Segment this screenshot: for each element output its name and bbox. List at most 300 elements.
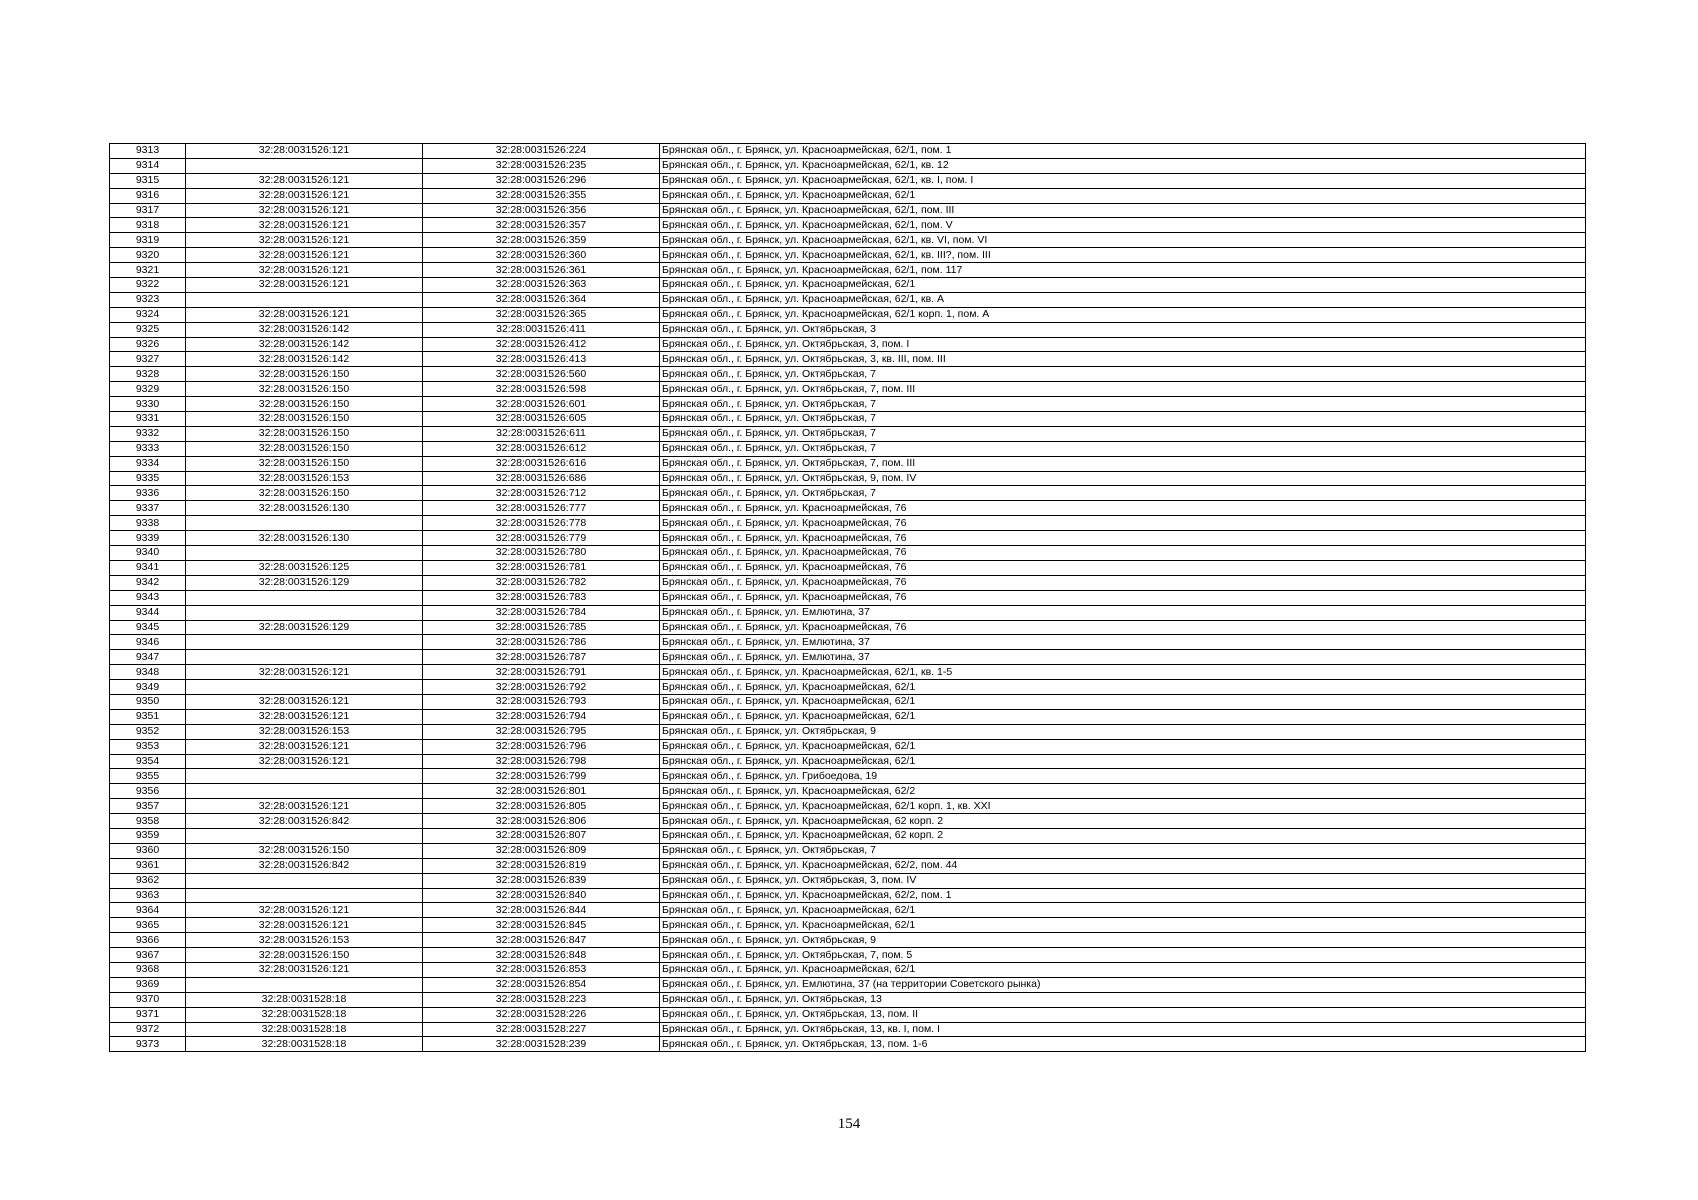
parcel-cadastral-number-cell	[186, 158, 423, 173]
table-row	[110, 590, 1586, 605]
object-cadastral-number-cell: 32:28:0031526:235	[423, 158, 660, 173]
parcel-cadastral-number-cell: 32:28:0031526:125	[186, 560, 423, 575]
row-number-cell: 9372	[110, 1022, 186, 1037]
address-cell: Брянская обл., г. Брянск, ул. Октябрьская, 7	[660, 367, 1586, 382]
row-number-cell: 9319	[110, 233, 186, 248]
row-number-cell: 9326	[110, 337, 186, 352]
object-cadastral-number-cell: 32:28:0031526:355	[423, 188, 660, 203]
parcel-cadastral-number-cell: 32:28:0031526:121	[186, 173, 423, 188]
table-row	[110, 367, 1586, 382]
table-row	[110, 784, 1586, 799]
object-cadastral-number-cell: 32:28:0031526:787	[423, 650, 660, 665]
parcel-cadastral-number-cell: 32:28:0031526:121	[186, 233, 423, 248]
row-number-cell: 9343	[110, 590, 186, 605]
row-number-cell: 9357	[110, 799, 186, 814]
parcel-cadastral-number-cell	[186, 292, 423, 307]
parcel-cadastral-number-cell: 32:28:0031526:150	[186, 412, 423, 427]
address-cell: Брянская обл., г. Брянск, ул. Октябрьская, 7	[660, 843, 1586, 858]
object-cadastral-number-cell: 32:28:0031526:777	[423, 501, 660, 516]
object-cadastral-number-cell: 32:28:0031526:839	[423, 873, 660, 888]
parcel-cadastral-number-cell: 32:28:0031526:121	[186, 144, 423, 159]
object-cadastral-number-cell: 32:28:0031526:786	[423, 635, 660, 650]
parcel-cadastral-number-cell: 32:28:0031526:121	[186, 278, 423, 293]
address-cell: Брянская обл., г. Брянск, ул. Красноармейская, 76	[660, 575, 1586, 590]
address-cell: Брянская обл., г. Брянск, ул. Красноармейская, 62/1, пом. 117	[660, 263, 1586, 278]
address-cell: Брянская обл., г. Брянск, ул. Октябрьская, 7	[660, 426, 1586, 441]
table-row	[110, 278, 1586, 293]
table-row	[110, 531, 1586, 546]
row-number-cell: 9317	[110, 203, 186, 218]
table-row	[110, 918, 1586, 933]
table-row	[110, 382, 1586, 397]
table-row	[110, 828, 1586, 843]
parcel-cadastral-number-cell: 32:28:0031526:142	[186, 337, 423, 352]
address-cell: Брянская обл., г. Брянск, ул. Красноармейская, 76	[660, 546, 1586, 561]
address-cell: Брянская обл., г. Брянск, ул. Октябрьская, 7, пом. III	[660, 382, 1586, 397]
table-row	[110, 144, 1586, 159]
table-row	[110, 173, 1586, 188]
row-number-cell: 9345	[110, 620, 186, 635]
address-cell: Брянская обл., г. Брянск, ул. Октябрьская, 13, пом. II	[660, 1007, 1586, 1022]
parcel-cadastral-number-cell: 32:28:0031526:121	[186, 694, 423, 709]
parcel-cadastral-number-cell: 32:28:0031526:121	[186, 754, 423, 769]
parcel-cadastral-number-cell: 32:28:0031526:121	[186, 263, 423, 278]
table-row	[110, 709, 1586, 724]
row-number-cell: 9320	[110, 248, 186, 263]
table-row	[110, 560, 1586, 575]
parcel-cadastral-number-cell	[186, 977, 423, 992]
row-number-cell: 9328	[110, 367, 186, 382]
address-cell: Брянская обл., г. Брянск, ул. Красноармейская, 62/2, пом. 44	[660, 858, 1586, 873]
table-row	[110, 620, 1586, 635]
parcel-cadastral-number-cell: 32:28:0031526:150	[186, 397, 423, 412]
address-cell: Брянская обл., г. Брянск, ул. Красноармейская, 62/1, кв. I, пом. I	[660, 173, 1586, 188]
row-number-cell: 9329	[110, 382, 186, 397]
parcel-cadastral-number-cell: 32:28:0031526:153	[186, 933, 423, 948]
parcel-cadastral-number-cell: 32:28:0031526:150	[186, 843, 423, 858]
object-cadastral-number-cell: 32:28:0031526:780	[423, 546, 660, 561]
parcel-cadastral-number-cell: 32:28:0031526:121	[186, 918, 423, 933]
table-row	[110, 158, 1586, 173]
row-number-cell: 9340	[110, 546, 186, 561]
table-row	[110, 799, 1586, 814]
parcel-cadastral-number-cell	[186, 635, 423, 650]
row-number-cell: 9339	[110, 531, 186, 546]
address-cell: Брянская обл., г. Брянск, ул. Красноармейская, 62 корп. 2	[660, 828, 1586, 843]
row-number-cell: 9335	[110, 471, 186, 486]
address-cell: Брянская обл., г. Брянск, ул. Октябрьская, 7, пом. III	[660, 456, 1586, 471]
address-cell: Брянская обл., г. Брянск, ул. Красноармейская, 62/1, кв. А	[660, 292, 1586, 307]
row-number-cell: 9348	[110, 665, 186, 680]
address-cell: Брянская обл., г. Брянск, ул. Красноармейская, 62/1	[660, 754, 1586, 769]
object-cadastral-number-cell: 32:28:0031528:239	[423, 1037, 660, 1052]
table-row	[110, 933, 1586, 948]
object-cadastral-number-cell: 32:28:0031526:807	[423, 828, 660, 843]
object-cadastral-number-cell: 32:28:0031526:783	[423, 590, 660, 605]
row-number-cell: 9349	[110, 680, 186, 695]
object-cadastral-number-cell: 32:28:0031526:779	[423, 531, 660, 546]
parcel-cadastral-number-cell: 32:28:0031528:18	[186, 1022, 423, 1037]
parcel-cadastral-number-cell: 32:28:0031526:150	[186, 486, 423, 501]
table-row	[110, 352, 1586, 367]
row-number-cell: 9327	[110, 352, 186, 367]
register-table-body	[110, 144, 1586, 1052]
object-cadastral-number-cell: 32:28:0031526:359	[423, 233, 660, 248]
address-cell: Брянская обл., г. Брянск, ул. Красноармейская, 76	[660, 620, 1586, 635]
table-row	[110, 754, 1586, 769]
address-cell: Брянская обл., г. Брянск, ул. Красноармейская, 62/1, кв. III?, пом. III	[660, 248, 1586, 263]
object-cadastral-number-cell: 32:28:0031528:226	[423, 1007, 660, 1022]
address-cell: Брянская обл., г. Брянск, ул. Октябрьская, 9, пом. IV	[660, 471, 1586, 486]
row-number-cell: 9356	[110, 784, 186, 799]
address-cell: Брянская обл., г. Брянск, ул. Красноармейская, 76	[660, 501, 1586, 516]
address-cell: Брянская обл., г. Брянск, ул. Октябрьская, 7	[660, 397, 1586, 412]
object-cadastral-number-cell: 32:28:0031526:795	[423, 724, 660, 739]
parcel-cadastral-number-cell: 32:28:0031526:130	[186, 501, 423, 516]
parcel-cadastral-number-cell: 32:28:0031528:18	[186, 992, 423, 1007]
parcel-cadastral-number-cell: 32:28:0031526:121	[186, 218, 423, 233]
row-number-cell: 9331	[110, 412, 186, 427]
parcel-cadastral-number-cell: 32:28:0031526:130	[186, 531, 423, 546]
address-cell: Брянская обл., г. Брянск, ул. Красноармейская, 62/1	[660, 680, 1586, 695]
address-cell: Брянская обл., г. Брянск, ул. Октябрьская, 9	[660, 933, 1586, 948]
address-cell: Брянская обл., г. Брянск, ул. Красноармейская, 62/2	[660, 784, 1586, 799]
address-cell: Брянская обл., г. Брянск, ул. Красноармейская, 62/1	[660, 694, 1586, 709]
row-number-cell: 9313	[110, 144, 186, 159]
object-cadastral-number-cell: 32:28:0031526:411	[423, 322, 660, 337]
table-row	[110, 218, 1586, 233]
parcel-cadastral-number-cell: 32:28:0031526:153	[186, 471, 423, 486]
row-number-cell: 9314	[110, 158, 186, 173]
table-row	[110, 665, 1586, 680]
object-cadastral-number-cell: 32:28:0031526:794	[423, 709, 660, 724]
object-cadastral-number-cell: 32:28:0031528:223	[423, 992, 660, 1007]
address-cell: Брянская обл., г. Брянск, ул. Грибоедова, 19	[660, 769, 1586, 784]
address-cell: Брянская обл., г. Брянск, ул. Красноармейская, 62/1 корп. 1, кв. XXI	[660, 799, 1586, 814]
row-number-cell: 9334	[110, 456, 186, 471]
object-cadastral-number-cell: 32:28:0031526:793	[423, 694, 660, 709]
table-row	[110, 233, 1586, 248]
object-cadastral-number-cell: 32:28:0031526:363	[423, 278, 660, 293]
row-number-cell: 9369	[110, 977, 186, 992]
parcel-cadastral-number-cell: 32:28:0031526:121	[186, 203, 423, 218]
table-row	[110, 992, 1586, 1007]
row-number-cell: 9363	[110, 888, 186, 903]
parcel-cadastral-number-cell: 32:28:0031526:121	[186, 903, 423, 918]
row-number-cell: 9350	[110, 694, 186, 709]
parcel-cadastral-number-cell	[186, 784, 423, 799]
address-cell: Брянская обл., г. Брянск, ул. Красноармейская, 76	[660, 590, 1586, 605]
object-cadastral-number-cell: 32:28:0031526:796	[423, 739, 660, 754]
row-number-cell: 9321	[110, 263, 186, 278]
address-cell: Брянская обл., г. Брянск, ул. Красноармейская, 62/1	[660, 903, 1586, 918]
table-row	[110, 486, 1586, 501]
table-row	[110, 858, 1586, 873]
parcel-cadastral-number-cell	[186, 873, 423, 888]
parcel-cadastral-number-cell: 32:28:0031526:121	[186, 739, 423, 754]
address-cell: Брянская обл., г. Брянск, ул. Октябрьская, 9	[660, 724, 1586, 739]
row-number-cell: 9365	[110, 918, 186, 933]
address-cell: Брянская обл., г. Брянск, ул. Красноармейская, 76	[660, 560, 1586, 575]
row-number-cell: 9362	[110, 873, 186, 888]
object-cadastral-number-cell: 32:28:0031526:854	[423, 977, 660, 992]
parcel-cadastral-number-cell	[186, 888, 423, 903]
object-cadastral-number-cell: 32:28:0031526:413	[423, 352, 660, 367]
object-cadastral-number-cell: 32:28:0031526:601	[423, 397, 660, 412]
parcel-cadastral-number-cell: 32:28:0031528:18	[186, 1037, 423, 1052]
table-row	[110, 903, 1586, 918]
row-number-cell: 9370	[110, 992, 186, 1007]
parcel-cadastral-number-cell: 32:28:0031526:121	[186, 307, 423, 322]
object-cadastral-number-cell: 32:28:0031526:806	[423, 814, 660, 829]
address-cell: Брянская обл., г. Брянск, ул. Емлютина, 37	[660, 635, 1586, 650]
parcel-cadastral-number-cell: 32:28:0031526:121	[186, 665, 423, 680]
row-number-cell: 9322	[110, 278, 186, 293]
parcel-cadastral-number-cell: 32:28:0031526:129	[186, 620, 423, 635]
table-row	[110, 635, 1586, 650]
object-cadastral-number-cell: 32:28:0031526:785	[423, 620, 660, 635]
parcel-cadastral-number-cell: 32:28:0031526:142	[186, 322, 423, 337]
row-number-cell: 9355	[110, 769, 186, 784]
parcel-cadastral-number-cell: 32:28:0031526:121	[186, 188, 423, 203]
row-number-cell: 9371	[110, 1007, 186, 1022]
object-cadastral-number-cell: 32:28:0031526:847	[423, 933, 660, 948]
table-row	[110, 873, 1586, 888]
parcel-cadastral-number-cell: 32:28:0031526:121	[186, 799, 423, 814]
object-cadastral-number-cell: 32:28:0031526:611	[423, 426, 660, 441]
table-row	[110, 769, 1586, 784]
object-cadastral-number-cell: 32:28:0031526:781	[423, 560, 660, 575]
object-cadastral-number-cell: 32:28:0031526:412	[423, 337, 660, 352]
table-row	[110, 739, 1586, 754]
object-cadastral-number-cell: 32:28:0031526:848	[423, 948, 660, 963]
row-number-cell: 9368	[110, 962, 186, 977]
address-cell: Брянская обл., г. Брянск, ул. Октябрьская, 3	[660, 322, 1586, 337]
parcel-cadastral-number-cell	[186, 516, 423, 531]
table-row	[110, 680, 1586, 695]
parcel-cadastral-number-cell	[186, 650, 423, 665]
parcel-cadastral-number-cell	[186, 590, 423, 605]
object-cadastral-number-cell: 32:28:0031526:560	[423, 367, 660, 382]
parcel-cadastral-number-cell: 32:28:0031526:842	[186, 814, 423, 829]
address-cell: Брянская обл., г. Брянск, ул. Октябрьская, 3, пом. IV	[660, 873, 1586, 888]
address-cell: Брянская обл., г. Брянск, ул. Красноармейская, 62/1	[660, 278, 1586, 293]
object-cadastral-number-cell: 32:28:0031526:365	[423, 307, 660, 322]
object-cadastral-number-cell: 32:28:0031526:799	[423, 769, 660, 784]
object-cadastral-number-cell: 32:28:0031526:840	[423, 888, 660, 903]
address-cell: Брянская обл., г. Брянск, ул. Красноармейская, 62/1	[660, 188, 1586, 203]
object-cadastral-number-cell: 32:28:0031526:296	[423, 173, 660, 188]
row-number-cell: 9364	[110, 903, 186, 918]
table-row	[110, 337, 1586, 352]
object-cadastral-number-cell: 32:28:0031526:616	[423, 456, 660, 471]
row-number-cell: 9332	[110, 426, 186, 441]
address-cell: Брянская обл., г. Брянск, ул. Октябрьская, 13, пом. 1-6	[660, 1037, 1586, 1052]
row-number-cell: 9361	[110, 858, 186, 873]
address-cell: Брянская обл., г. Брянск, ул. Красноармейская, 62/1	[660, 918, 1586, 933]
object-cadastral-number-cell: 32:28:0031526:853	[423, 962, 660, 977]
row-number-cell: 9342	[110, 575, 186, 590]
table-row	[110, 843, 1586, 858]
address-cell: Брянская обл., г. Брянск, ул. Октябрьская, 7	[660, 441, 1586, 456]
parcel-cadastral-number-cell: 32:28:0031526:150	[186, 456, 423, 471]
table-row	[110, 546, 1586, 561]
parcel-cadastral-number-cell	[186, 605, 423, 620]
address-cell: Брянская обл., г. Брянск, ул. Красноармейская, 62/1	[660, 739, 1586, 754]
parcel-cadastral-number-cell: 32:28:0031526:121	[186, 248, 423, 263]
parcel-cadastral-number-cell: 32:28:0031526:842	[186, 858, 423, 873]
row-number-cell: 9358	[110, 814, 186, 829]
row-number-cell: 9373	[110, 1037, 186, 1052]
row-number-cell: 9354	[110, 754, 186, 769]
object-cadastral-number-cell: 32:28:0031526:356	[423, 203, 660, 218]
table-row	[110, 188, 1586, 203]
object-cadastral-number-cell: 32:28:0031526:612	[423, 441, 660, 456]
table-row	[110, 426, 1586, 441]
address-cell: Брянская обл., г. Брянск, ул. Октябрьская, 7	[660, 486, 1586, 501]
address-cell: Брянская обл., г. Брянск, ул. Красноармейская, 62/1, пом. V	[660, 218, 1586, 233]
address-cell: Брянская обл., г. Брянск, ул. Октябрьская, 3, пом. I	[660, 337, 1586, 352]
object-cadastral-number-cell: 32:28:0031526:778	[423, 516, 660, 531]
object-cadastral-number-cell: 32:28:0031526:798	[423, 754, 660, 769]
parcel-cadastral-number-cell: 32:28:0031526:121	[186, 709, 423, 724]
address-cell: Брянская обл., г. Брянск, ул. Емлютина, 37	[660, 650, 1586, 665]
parcel-cadastral-number-cell: 32:28:0031526:150	[186, 367, 423, 382]
row-number-cell: 9359	[110, 828, 186, 843]
object-cadastral-number-cell: 32:28:0031526:361	[423, 263, 660, 278]
address-cell: Брянская обл., г. Брянск, ул. Октябрьская, 13	[660, 992, 1586, 1007]
address-cell: Брянская обл., г. Брянск, ул. Емлютина, 37	[660, 605, 1586, 620]
address-cell: Брянская обл., г. Брянск, ул. Октябрьская, 13, кв. I, пом. I	[660, 1022, 1586, 1037]
row-number-cell: 9315	[110, 173, 186, 188]
parcel-cadastral-number-cell: 32:28:0031526:142	[186, 352, 423, 367]
address-cell: Брянская обл., г. Брянск, ул. Красноармейская, 62/1, кв. 12	[660, 158, 1586, 173]
object-cadastral-number-cell: 32:28:0031526:792	[423, 680, 660, 695]
table-row	[110, 412, 1586, 427]
parcel-cadastral-number-cell	[186, 769, 423, 784]
address-cell: Брянская обл., г. Брянск, ул. Красноармейская, 62/1, пом. III	[660, 203, 1586, 218]
row-number-cell: 9352	[110, 724, 186, 739]
address-cell: Брянская обл., г. Брянск, ул. Октябрьская, 7	[660, 412, 1586, 427]
object-cadastral-number-cell: 32:28:0031526:686	[423, 471, 660, 486]
parcel-cadastral-number-cell: 32:28:0031526:150	[186, 948, 423, 963]
row-number-cell: 9347	[110, 650, 186, 665]
row-number-cell: 9366	[110, 933, 186, 948]
row-number-cell: 9323	[110, 292, 186, 307]
parcel-cadastral-number-cell: 32:28:0031526:150	[186, 441, 423, 456]
table-row	[110, 888, 1586, 903]
table-row	[110, 307, 1586, 322]
table-row	[110, 203, 1586, 218]
address-cell: Брянская обл., г. Брянск, ул. Красноармейская, 62/1, кв. 1-5	[660, 665, 1586, 680]
object-cadastral-number-cell: 32:28:0031526:357	[423, 218, 660, 233]
address-cell: Брянская обл., г. Брянск, ул. Красноармейская, 62/1, пом. 1	[660, 144, 1586, 159]
object-cadastral-number-cell: 32:28:0031526:224	[423, 144, 660, 159]
table-row	[110, 605, 1586, 620]
object-cadastral-number-cell: 32:28:0031526:605	[423, 412, 660, 427]
object-cadastral-number-cell: 32:28:0031526:791	[423, 665, 660, 680]
table-row	[110, 441, 1586, 456]
parcel-cadastral-number-cell	[186, 680, 423, 695]
address-cell: Брянская обл., г. Брянск, ул. Красноармейская, 76	[660, 516, 1586, 531]
object-cadastral-number-cell: 32:28:0031526:805	[423, 799, 660, 814]
table-row	[110, 962, 1586, 977]
table-row	[110, 977, 1586, 992]
table-row	[110, 456, 1586, 471]
table-row	[110, 814, 1586, 829]
address-cell: Брянская обл., г. Брянск, ул. Красноармейская, 62/1	[660, 709, 1586, 724]
object-cadastral-number-cell: 32:28:0031526:784	[423, 605, 660, 620]
parcel-cadastral-number-cell: 32:28:0031526:153	[186, 724, 423, 739]
table-row	[110, 1037, 1586, 1052]
table-row	[110, 263, 1586, 278]
object-cadastral-number-cell: 32:28:0031526:845	[423, 918, 660, 933]
address-cell: Брянская обл., г. Брянск, ул. Красноармейская, 62/1 корп. 1, пом. А	[660, 307, 1586, 322]
object-cadastral-number-cell: 32:28:0031526:782	[423, 575, 660, 590]
page-number: 154	[837, 1116, 861, 1132]
row-number-cell: 9325	[110, 322, 186, 337]
row-number-cell: 9341	[110, 560, 186, 575]
row-number-cell: 9337	[110, 501, 186, 516]
table-row	[110, 292, 1586, 307]
register-table	[109, 143, 1586, 1052]
row-number-cell: 9330	[110, 397, 186, 412]
table-row	[110, 1022, 1586, 1037]
table-row	[110, 575, 1586, 590]
row-number-cell: 9360	[110, 843, 186, 858]
row-number-cell: 9351	[110, 709, 186, 724]
table-row	[110, 248, 1586, 263]
row-number-cell: 9316	[110, 188, 186, 203]
row-number-cell: 9344	[110, 605, 186, 620]
parcel-cadastral-number-cell: 32:28:0031526:150	[186, 382, 423, 397]
address-cell: Брянская обл., г. Брянск, ул. Красноармейская, 62/2, пом. 1	[660, 888, 1586, 903]
table-row	[110, 471, 1586, 486]
address-cell: Брянская обл., г. Брянск, ул. Красноармейская, 62 корп. 2	[660, 814, 1586, 829]
parcel-cadastral-number-cell: 32:28:0031528:18	[186, 1007, 423, 1022]
row-number-cell: 9318	[110, 218, 186, 233]
object-cadastral-number-cell: 32:28:0031526:819	[423, 858, 660, 873]
row-number-cell: 9346	[110, 635, 186, 650]
table-row	[110, 694, 1586, 709]
table-row	[110, 501, 1586, 516]
row-number-cell: 9353	[110, 739, 186, 754]
address-cell: Брянская обл., г. Брянск, ул. Октябрьская, 7, пом. 5	[660, 948, 1586, 963]
object-cadastral-number-cell: 32:28:0031528:227	[423, 1022, 660, 1037]
object-cadastral-number-cell: 32:28:0031526:809	[423, 843, 660, 858]
parcel-cadastral-number-cell	[186, 546, 423, 561]
row-number-cell: 9336	[110, 486, 186, 501]
table-row	[110, 1007, 1586, 1022]
row-number-cell: 9333	[110, 441, 186, 456]
parcel-cadastral-number-cell: 32:28:0031526:150	[186, 426, 423, 441]
table-row	[110, 516, 1586, 531]
object-cadastral-number-cell: 32:28:0031526:844	[423, 903, 660, 918]
address-cell: Брянская обл., г. Брянск, ул. Емлютина, 37 (на территории Советского рынка)	[660, 977, 1586, 992]
row-number-cell: 9367	[110, 948, 186, 963]
address-cell: Брянская обл., г. Брянск, ул. Красноармейская, 62/1	[660, 962, 1586, 977]
object-cadastral-number-cell: 32:28:0031526:360	[423, 248, 660, 263]
table-row	[110, 650, 1586, 665]
row-number-cell: 9324	[110, 307, 186, 322]
row-number-cell: 9338	[110, 516, 186, 531]
object-cadastral-number-cell: 32:28:0031526:712	[423, 486, 660, 501]
table-row	[110, 397, 1586, 412]
object-cadastral-number-cell: 32:28:0031526:364	[423, 292, 660, 307]
table-row	[110, 948, 1586, 963]
parcel-cadastral-number-cell: 32:28:0031526:129	[186, 575, 423, 590]
table-row	[110, 322, 1586, 337]
